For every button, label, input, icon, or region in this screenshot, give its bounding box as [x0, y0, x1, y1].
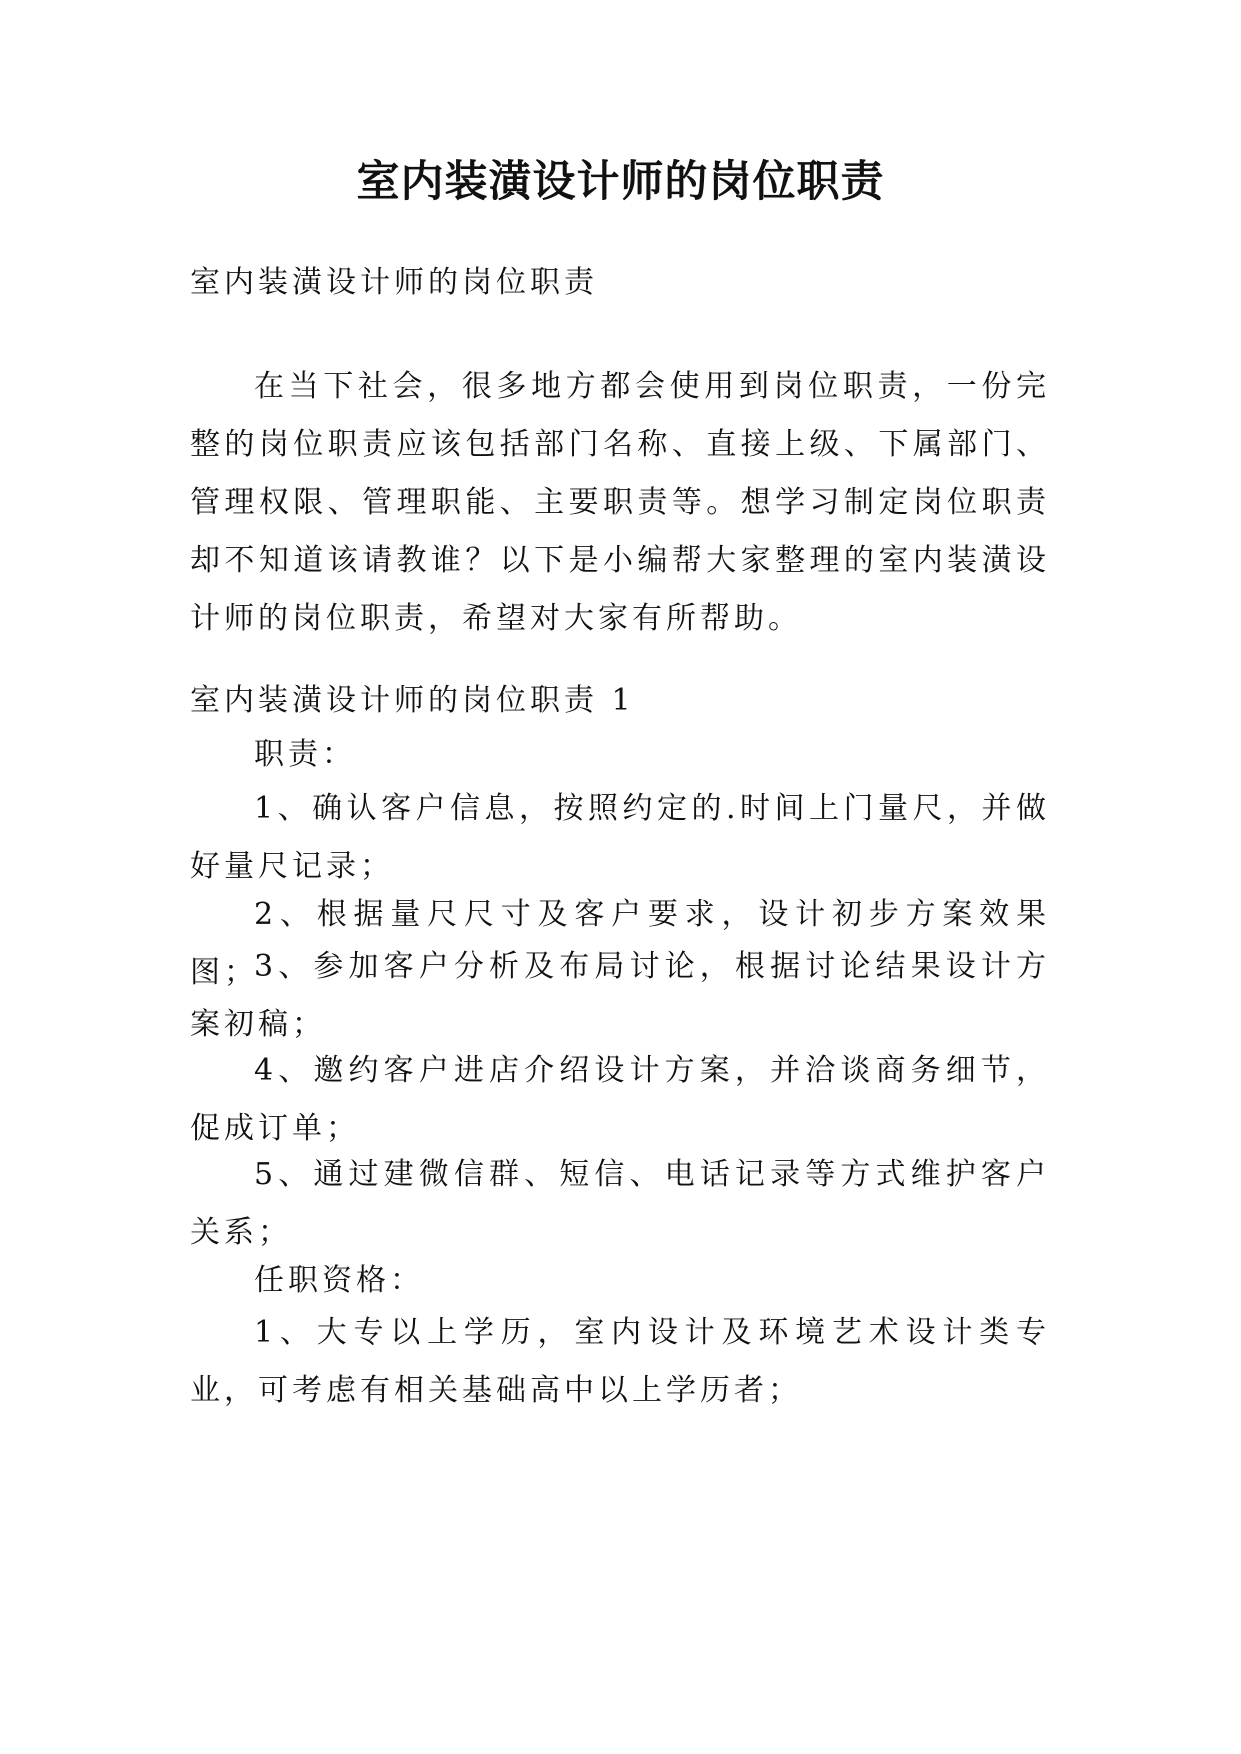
- duty-item: 4、邀约客户进店介绍设计方案，并洽谈商务细节，促成订单；: [190, 1053, 1050, 1146]
- duty-item: 3、参加客户分析及布局讨论，根据讨论结果设计方案初稿；: [190, 949, 1050, 1042]
- duty-item: 2、根据量尺尺寸及客户要求，设计初步方案效果图；: [190, 897, 1050, 990]
- intro-paragraph: 在当下社会，很多地方都会使用到岗位职责，一份完整的岗位职责应该包括部门名称、直接上级、下属部门、管理权限、管理职能、主要职责等。想学习制定岗位职责却不知道该请教谁？以下是小编帮大家整理的室内装潢设计师的岗位职责，希望对大家有所帮助。: [190, 369, 1050, 636]
- document-subtitle: 室内装潢设计师的岗位职责: [190, 265, 598, 300]
- duties-label: 职责：: [254, 737, 356, 772]
- document-title: 室内装潢设计师的岗位职责: [356, 157, 885, 207]
- section-heading: 室内装潢设计师的岗位职责 1: [190, 683, 635, 718]
- duty-item: 5、通过建微信群、短信、电话记录等方式维护客户关系；: [190, 1157, 1050, 1250]
- qualifications-label: 任职资格：: [254, 1263, 424, 1298]
- qualification-item: 1、大专以上学历，室内设计及环境艺术设计类专业，可考虑有相关基础高中以上学历者；: [190, 1315, 1050, 1408]
- duty-item: 1、确认客户信息，按照约定的.时间上门量尺，并做好量尺记录；: [190, 791, 1050, 884]
